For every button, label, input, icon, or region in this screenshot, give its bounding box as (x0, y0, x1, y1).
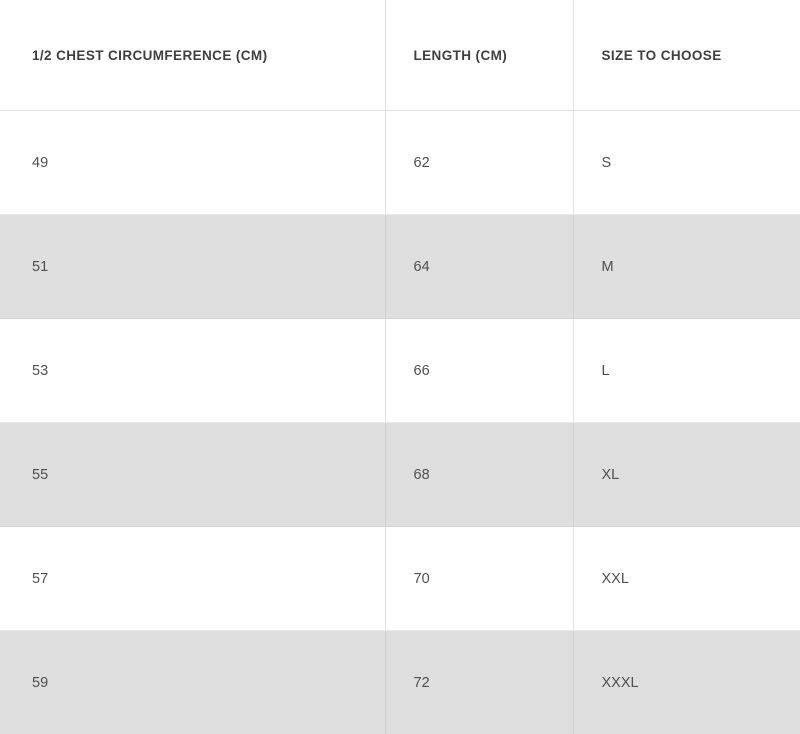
table-header-row (0, 0, 800, 111)
cell-chest: 57 (0, 527, 385, 631)
column-header-size: SIZE TO CHOOSE (573, 0, 800, 111)
cell-length: 70 (385, 527, 573, 631)
table-row (0, 215, 800, 319)
cell-chest: 49 (0, 111, 385, 215)
cell-size: S (573, 111, 800, 215)
table-row (0, 423, 800, 527)
cell-size: M (573, 215, 800, 319)
cell-chest: 59 (0, 631, 385, 734)
cell-size: L (573, 319, 800, 423)
table-header (0, 0, 800, 111)
cell-size: XL (573, 423, 800, 527)
table-row (0, 111, 800, 215)
cell-length: 72 (385, 631, 573, 734)
table-body (0, 111, 800, 734)
cell-size: XXL (573, 527, 800, 631)
table-row (0, 631, 800, 734)
table-row (0, 319, 800, 423)
cell-length: 66 (385, 319, 573, 423)
cell-chest: 55 (0, 423, 385, 527)
cell-length: 62 (385, 111, 573, 215)
cell-length: 64 (385, 215, 573, 319)
cell-size: XXXL (573, 631, 800, 734)
column-header-length: LENGTH (CM) (385, 0, 573, 111)
table-row (0, 527, 800, 631)
cell-length: 68 (385, 423, 573, 527)
cell-chest: 53 (0, 319, 385, 423)
cell-chest: 51 (0, 215, 385, 319)
column-header-chest: 1/2 CHEST CIRCUMFERENCE (CM) (0, 0, 385, 111)
